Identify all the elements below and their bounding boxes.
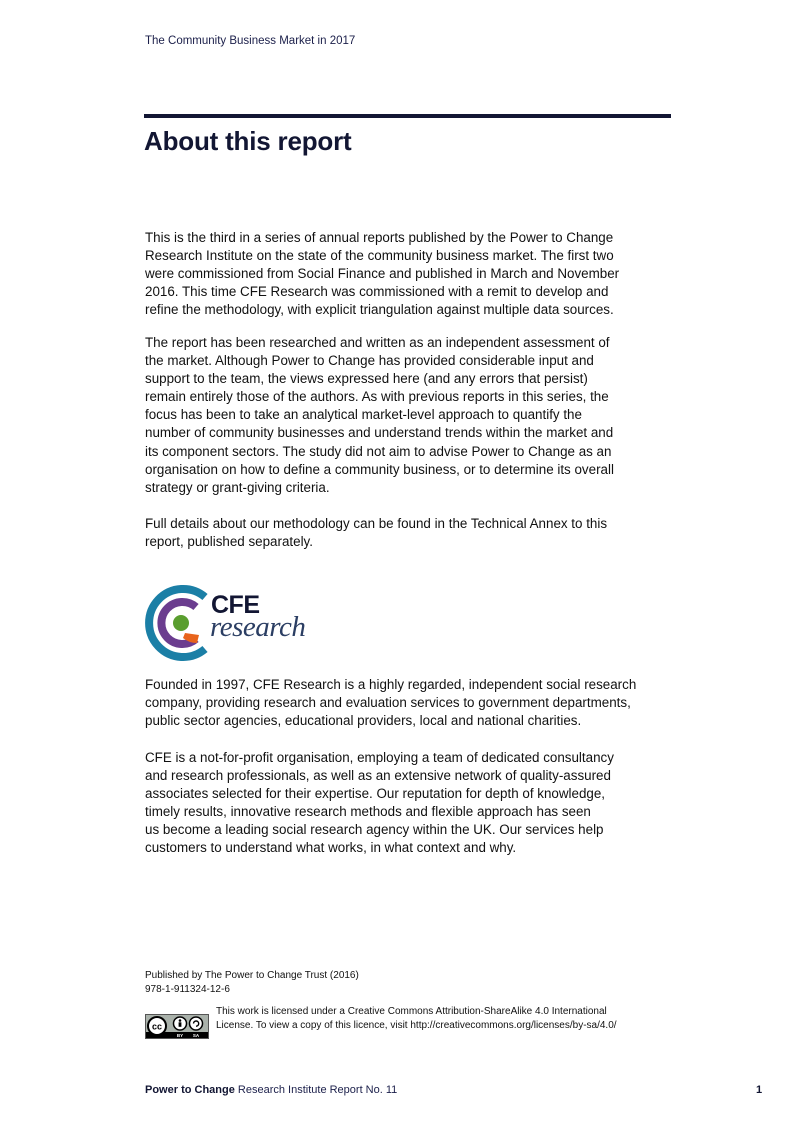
cc-by-sa-badge <box>145 1014 209 1039</box>
text-line: associates selected for their expertise. Our reputation for depth of knowledge, <box>145 786 606 802</box>
publication-info <box>145 969 359 996</box>
text-line: The report has been researched and written as an independent assessment of <box>145 335 610 350</box>
text-line: Founded in 1997, CFE Research is a highly regarded, independent social research <box>145 677 637 692</box>
by-label: BY <box>176 1033 184 1038</box>
text-line: strategy or grant-giving criteria. <box>145 479 330 495</box>
text-line: us become a leading social research agency within the UK. Our services help <box>145 822 604 838</box>
cfe-logo-mark-icon <box>141 583 213 663</box>
page-title: About this report <box>144 126 352 156</box>
text-line: and research professionals, as well as an extensive network of quality-assured <box>145 768 611 784</box>
license-text <box>216 1005 617 1033</box>
footer-brand: Power to Change <box>145 1084 235 1096</box>
cfe-founded-paragraph <box>145 676 636 730</box>
sa-label: SA <box>192 1033 200 1038</box>
cc-label: cc <box>151 1021 163 1032</box>
license-line[interactable]: License. To view a copy of this licence, visit http://creativecommons.org/licenses/by-sa/4.0/ <box>216 1020 617 1031</box>
text-line: were commissioned from Social Finance and published in March and November <box>145 266 620 282</box>
title-rule <box>144 114 671 118</box>
text-line: remain entirely those of the authors. As with previous reports in this series, the <box>145 389 609 405</box>
text-line: focus has been to take an analytical market-level approach to quantify the <box>145 407 582 423</box>
running-header: The Community Business Market in 2017 <box>145 35 356 47</box>
license-line: This work is licensed under a Creative Commons Attribution-ShareAlike 4.0 International <box>216 1006 607 1017</box>
text-line: public sector agencies, educational providers, local and national charities. <box>145 713 582 729</box>
text-line: organisation on how to define a community business, or to determine its overall <box>145 461 614 477</box>
text-line: number of community businesses and understand trends within the market and <box>145 425 614 441</box>
text-line: refine the methodology, with explicit triangulation against multiple data sources. <box>145 302 614 318</box>
text-line: company, providing research and evaluation services to government departments, <box>145 695 631 711</box>
text-line: customers to understand what works, in what context and why. <box>145 840 517 856</box>
cfe-profile-paragraph <box>145 749 614 858</box>
published-by: Published by The Power to Change Trust (2016) <box>145 970 359 981</box>
logo-research-text: research <box>210 611 306 643</box>
share-alike-icon <box>190 1017 203 1030</box>
text-line: This is the third in a series of annual reports published by the Power to Change <box>145 230 614 245</box>
page-number: 1 <box>756 1084 763 1096</box>
text-line: Full details about our methodology can be found in the Technical Annex to this <box>145 516 608 531</box>
text-line: report, published separately. <box>145 534 313 550</box>
text-line: support to the team, the views expressed here (and any errors that persist) <box>145 371 588 387</box>
isbn: 978-1-911324-12-6 <box>145 983 230 995</box>
text-line: its component sectors. The study did not aim to advise Power to Change as an <box>145 443 612 459</box>
cfe-research-logo <box>141 583 331 663</box>
logo-cfe-text: CFE <box>211 591 260 619</box>
text-line: timely results, innovative research methods and flexible approach has seen <box>145 804 591 820</box>
text-line: 2016. This time CFE Research was commissioned with a remit to develop and <box>145 284 609 300</box>
text-line: Research Institute on the state of the community business market. The first two <box>145 248 614 264</box>
intro-paragraph <box>145 229 619 319</box>
attribution-icon-head <box>179 1019 182 1022</box>
page-footer <box>145 1084 397 1096</box>
text-line: the market. Although Power to Change has provided considerable input and <box>145 353 594 369</box>
methodology-paragraph <box>145 515 607 551</box>
logo-dot <box>173 615 189 631</box>
independence-paragraph <box>145 334 614 497</box>
attribution-icon-body <box>179 1022 182 1027</box>
footer-series: Research Institute Report No. 11 <box>234 1084 398 1096</box>
text-line: CFE is a not-for-profit organisation, employing a team of dedicated consultancy <box>145 750 614 765</box>
